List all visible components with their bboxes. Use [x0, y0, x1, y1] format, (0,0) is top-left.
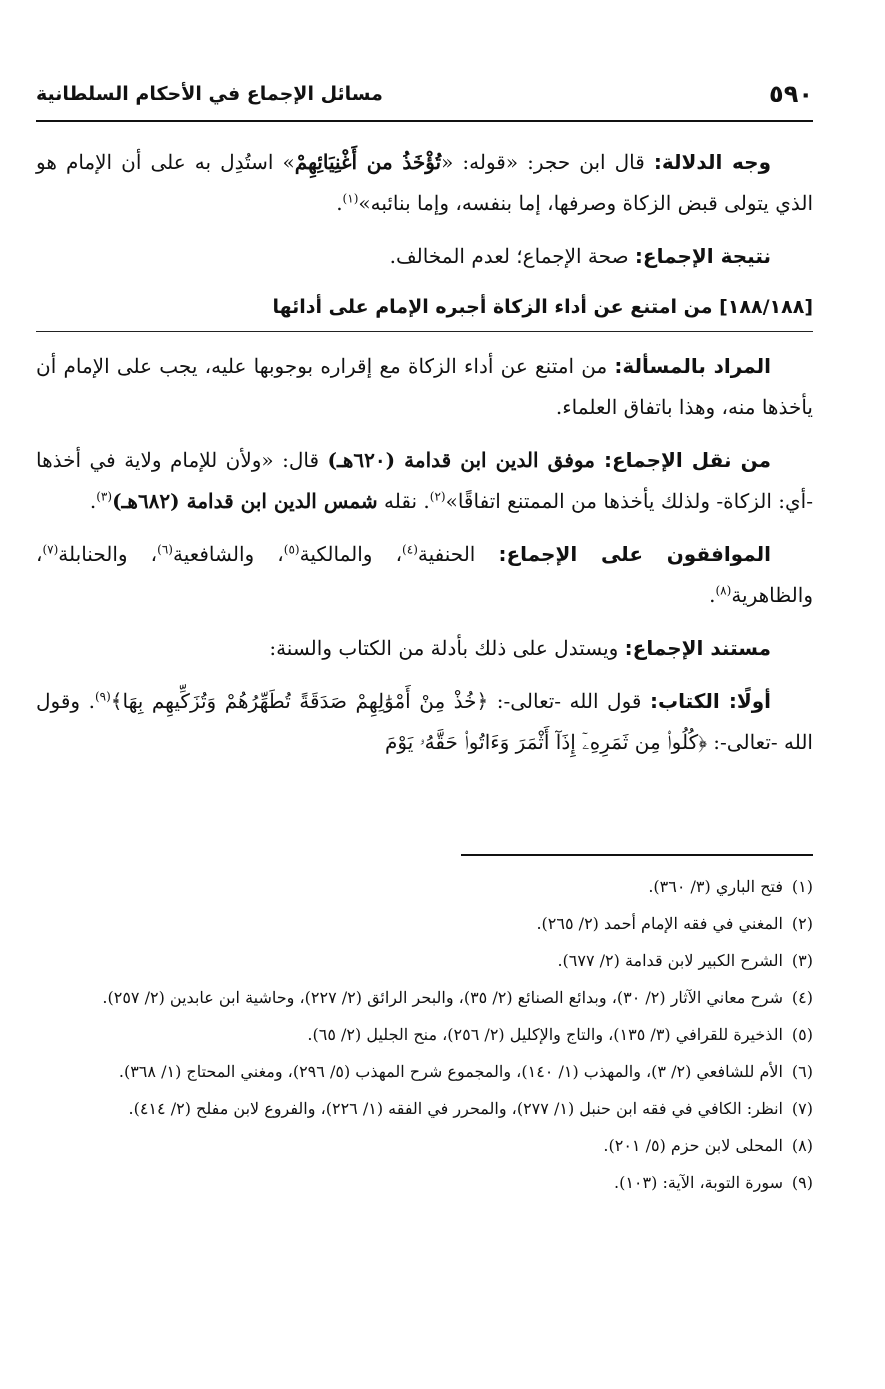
school-name: ، والحنابلة: [58, 542, 158, 566]
footnote-text: الأم للشافعي (٢/ ٣)، والمهذب (١/ ١٤٠)، والمجموع شرح المهذب (٥/ ٢٩٦)، ومغني المحتاج (١/ ٣٦٨).: [118, 1062, 783, 1081]
scholar-name: موفق الدين ابن قدامة (٦٢٠هـ): [327, 448, 604, 472]
footnotes: [36, 870, 813, 1203]
text: . نقله: [377, 489, 430, 513]
footnote: [36, 1092, 813, 1126]
main-text: [36, 142, 813, 775]
footnote-number: (٤): [791, 988, 813, 1007]
footnote-text: شرح معاني الآثار (٢/ ٣٠)، وبدائع الصنائع (٢/ ٣٥)، والبحر الرائق (٢/ ٢٢٧)، وحاشية ابن عابدين (٢/ ٢٥٧).: [102, 988, 783, 1007]
label-consensus-basis: مستند الإجماع:: [624, 636, 771, 660]
running-title: مسائل الإجماع في الأحكام السلطانية: [36, 83, 383, 105]
school-name: ، والظاهرية: [36, 542, 813, 607]
footnote-text: المغني في فقه الإمام أحمد (٢/ ٢٦٥).: [536, 914, 783, 933]
footnote-ref[interactable]: (٦): [157, 542, 173, 557]
paragraph-consensus-result: [36, 236, 813, 277]
footnote-number: (٢): [791, 914, 813, 933]
paragraph-consensus-reporter: [36, 440, 813, 522]
footnote-number: (٥): [791, 1025, 813, 1044]
footnote-text: المحلى لابن حزم (٥/ ٢٠١).: [603, 1136, 783, 1155]
footnote-text: الذخيرة للقرافي (٣/ ١٣٥)، والتاج والإكليل (٢/ ٢٥٦)، منح الجليل (٢/ ٦٥).: [307, 1025, 783, 1044]
footnote-number: (٧): [791, 1099, 813, 1118]
text: . وقول الله -تعالى-: ﴿: [36, 689, 813, 754]
paragraph-consensus-basis: [36, 628, 813, 669]
text: قول الله -تعالى-: ﴿: [476, 689, 650, 713]
footnote: [36, 870, 813, 904]
school-name: الحنفية: [417, 542, 499, 566]
footnote-number: (١): [791, 877, 813, 896]
text: قال ابن حجر: «قوله: «: [441, 150, 654, 174]
footnote: [36, 981, 813, 1015]
footnote-ref[interactable]: (٣): [96, 489, 113, 504]
footnote-ref[interactable]: (٤): [402, 542, 418, 557]
text: » استُدِل به على أن الإمام هو الذي يتولى قبض الزكاة وصرفها، إما بنفسه، وإما بنائبه»: [36, 150, 813, 215]
footnote-separator: [461, 854, 813, 856]
paragraph-quran-evidence: [36, 681, 813, 763]
page-number: ٥٩٠: [769, 80, 813, 108]
paragraph-issue-meaning: [36, 346, 813, 428]
text: ﴾: [110, 689, 123, 713]
footnote-number: (٩): [791, 1173, 813, 1192]
footnote-ref[interactable]: (٥): [283, 542, 300, 557]
text: .: [709, 583, 716, 607]
issue-heading: [١٨٨/١٨٨] من امتنع عن أداء الزكاة أجبره الإمام على أدائها: [272, 296, 813, 318]
footnote-ref[interactable]: (٨): [715, 583, 732, 598]
footnote: [36, 1166, 813, 1200]
label-quran-evidence: أولًا: الكتاب:: [649, 689, 772, 713]
footnote: [36, 1018, 813, 1052]
footnote-text: سورة التوبة، الآية: (١٠٣).: [614, 1173, 783, 1192]
footnote-ref[interactable]: (٧): [42, 542, 59, 557]
footnote: [36, 907, 813, 941]
footnote-ref[interactable]: (٢): [429, 489, 446, 504]
text: من امتنع عن أداء الزكاة مع إقراره بوجوبها عليه، يجب على الإمام أن يأخذها منه، وهذا باتفاق العلماء.: [36, 354, 813, 419]
paragraph-agreeing-schools: [36, 534, 813, 616]
paragraph-evidence-indication: [36, 142, 813, 224]
footnote-number: (٣): [791, 951, 813, 970]
label-consensus-result: نتيجة الإجماع:: [634, 244, 771, 268]
label-issue-meaning: المراد بالمسألة:: [614, 354, 772, 378]
text: صحة الإجماع؛ لعدم المخالف.: [389, 244, 635, 268]
scholar-name: شمس الدين ابن قدامة (٦٨٢هـ): [112, 489, 378, 513]
footnote-text: الشرح الكبير لابن قدامة (٢/ ٦٧٧).: [557, 951, 783, 970]
footnote: [36, 944, 813, 978]
page-header: [36, 68, 813, 122]
quran-verse: كُلُوا۟ مِن ثَمَرِهِۦٓ إِذَآ أَثْمَرَ وَءَاتُوا۟ حَقَّهُۥ يَوْمَ: [385, 730, 699, 754]
footnote-ref[interactable]: (١): [342, 191, 359, 206]
text: .: [89, 489, 97, 513]
hadith-quote: تُؤْخَذُ من أَغْنِيَائِهِمْ: [294, 150, 442, 174]
footnote-text: فتح الباري (٣/ ٣٦٠).: [648, 877, 783, 896]
school-name: ، والمالكية: [299, 542, 403, 566]
footnote: [36, 1129, 813, 1163]
school-name: ، والشافعية: [172, 542, 284, 566]
text: قال: «ولأن للإمام ولاية في أخذها -أي: الزكاة- ولذلك يأخذها من الممتنع اتفاقًا»: [36, 448, 813, 513]
footnote-ref[interactable]: (٩): [94, 689, 111, 704]
label-agreeing-schools: الموافقون على الإجماع:: [498, 542, 771, 566]
text: .: [336, 191, 343, 215]
heading-rule: [36, 331, 813, 332]
footnote-text: انظر: الكافي في فقه ابن حنبل (١/ ٢٧٧)، والمحرر في الفقه (١/ ٢٢٦)، والفروع لابن مفلح (٢/ ٤١٤).: [128, 1099, 783, 1118]
text: ويستدل على ذلك بأدلة من الكتاب والسنة:: [269, 636, 625, 660]
quran-verse: خُذْ مِنْ أَمْوَٰلِهِمْ صَدَقَةً تُطَهِّرُهُمْ وَتُزَكِّيهِم بِهَا: [122, 689, 477, 713]
footnote: [36, 1055, 813, 1089]
footnote-number: (٦): [791, 1062, 813, 1081]
label-consensus-reporter: من نقل الإجماع:: [604, 448, 771, 472]
label-evidence-indication: وجه الدلالة:: [653, 150, 771, 174]
footnote-number: (٨): [791, 1136, 813, 1155]
